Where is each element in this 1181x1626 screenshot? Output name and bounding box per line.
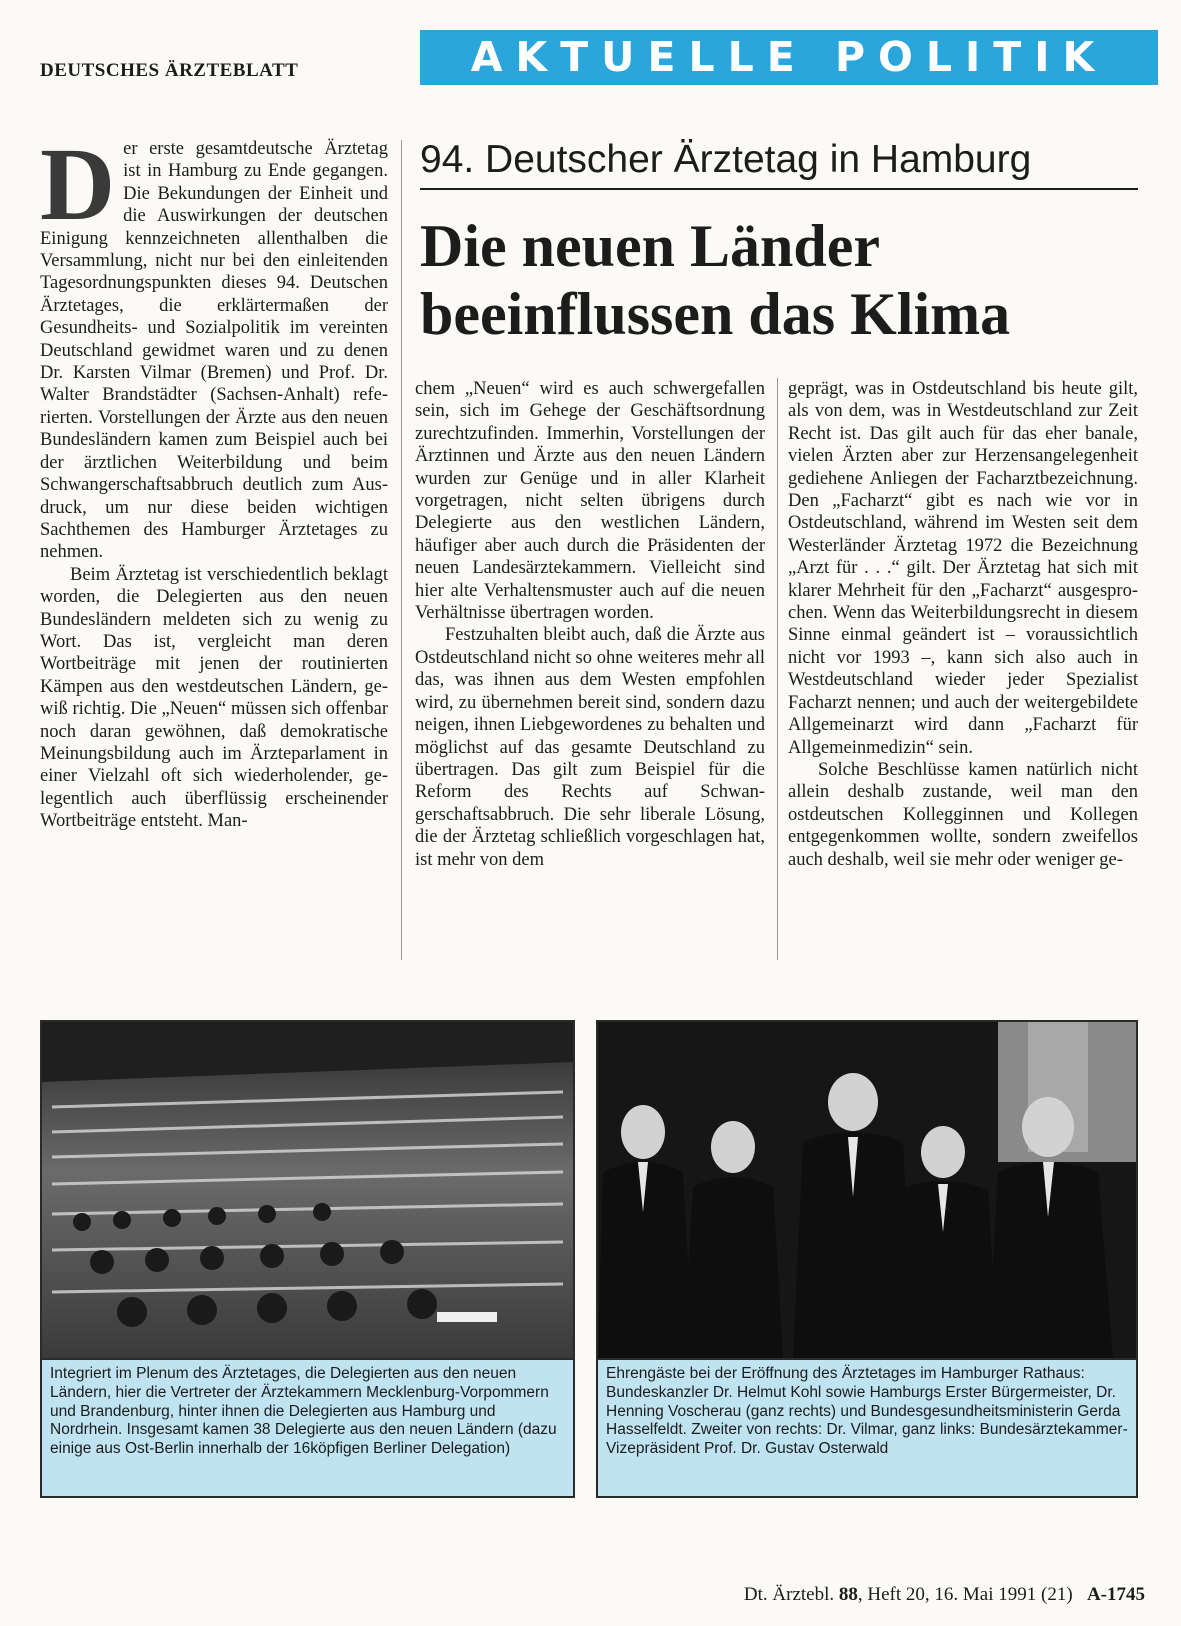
plenary-photo-caption: Integriert im Plenum des Ärztetages, die Delegierten aus den neuen Ländern, hier die Vertreter der Ärztekammern Mecklenburg-Vorpommern und Brandenburg, hinter ihnen die Delegierten aus Hamburg und Nordrhein. Insgesamt kamen 38 Delegierte aus den neuen Ländern (dazu einige aus Ost-Berlin innerhalb der 16köpfigen Berliner Delegation) [40,1360,575,1498]
paragraph-text: er erste gesamtdeutsche Ärztetag ist in Hamburg zu Ende gegangen. Die Bekundungen der Einheit und die Auswirkungen der deutschen Einigung kennzeichneten allenthalben die Versammlung, nicht nur bei den einleitenden Tagesordnungspunkten dieses 94. Deutschen Ärztetages, die erklärtermaßen der Gesundheits- und Sozialpolitik im vereinten Deutschland gewidmet waren und zu denen Dr. Karsten Vilmar (Bremen) und Prof. Dr. Walter Brandstädter (Sachsen-Anhalt) referierten. Vorstellungen der Ärzte aus den neuen Bundesländern kamen zum Beispiel auch bei der ärztlichen Weiterbildung und beim Schwangerschaftsabbruch deutlich zum Ausdruck, um nur diese beiden wichtigen Sachthemen des Hamburger Ärztetages zu nehmen. [40,139,388,563]
text-column-3 [788,378,1138,871]
paragraph: chem „Neuen“ wird es auch schwergefallen sein, sich im Gehege der Geschäftsordnung zurechtzufinden. Immerhin, Vorstellungen der Ärztinnen und Ärzte aus den neuen Ländern wurden zur Genüge und in aller Klarheit vorgetragen, nicht selten übrigens durch Delegierte aus den westlichen Ländern, häufiger aber auch durch die Präsidenten der neuen Landesärztekammern. Vielleicht sind hier alte Verhaltensmuster auch auf die neuen Verhältnisse übertragen worden. [415,379,765,624]
page-number: A-1745 [1086,1584,1145,1605]
column-rule [401,140,402,960]
guests-photo-caption: Ehrengäste bei der Eröffnung des Ärztetages im Hamburger Rathaus: Bundeskanzler Dr. Helmut Kohl sowie Hamburgs Erster Bürgermeister, Dr. Henning Voscherau (ganz rechts) und Bundesgesundheitsministerin Gerda Hasselfeldt. Zweiter von rechts: Dr. Vilmar, ganz links: Bundesärztekammer-Vizepräsident Prof. Dr. Gustav Osterwald [596,1360,1138,1498]
page-footer [744,1584,1145,1606]
paragraph: Beim Ärztetag ist verschiedentlich beklagt worden, die Delegierten aus den neuen Bundesländern meldeten sich zu wenig zu Wort. Das ist, vergleicht man deren Wortbeiträge mit jenen der routinierten Kämpen aus den westdeutschen Ländern, gewiß richtig. Die „Neuen“ müssen sich offenbar noch daran gewöhnen, daß demokratische Meinungsbildung auch im Ärzteparlament in einer Vielzahl oft sich wiederholender, gelegentlich auch überflüssig erscheinender Wortbeiträge entsteht. Man- [40,564,388,832]
article-headline: Die neuen Länder beeinflussen das Klima [420,213,1011,347]
column-rule [777,378,778,960]
paragraph: Solche Beschlüsse kamen natürlich nicht allein deshalb zustande, weil man den ostdeutschen Kollegginnen und Kollegen entgegenkommen wollte, sondern zweifellos auch deshalb, weil sie mehr oder weniger ge- [788,759,1138,870]
paragraph [40,127,388,564]
text-column-2 [415,378,765,871]
issue-info: , Heft 20, 16. Mai 1991 (21) [857,1584,1073,1605]
paragraph: geprägt, was in Ostdeutschland bis heute gilt, als von dem, was in Westdeutschland zur Zeit Recht ist. Das gilt auch für das eher banale, vielen Ärzten aber zur Herzensangelegenheit gediehene Anliegen der Facharztbezeichnung. Den „Facharzt“ gibt es nach wie vor in Ostdeutschland, während im Westen seit dem Westerländer Ärztetag 1972 die Bezeichnung „Arzt für . . .“ gilt. Der Ärztetag hat sich mit klarer Mehrheit für den „Facharzt“ ausgesprochen. Wenn das Weiterbildungsrecht in diesem Sinne einmal geändert ist – voraussichtlich nicht vor 1993 –, kann sich also auch in Westdeutschland wieder jeder Spezialist Facharzt nennen; und auch der weitergebildete Allgemeinarzt wird dann „Facharzt für Allgemeinmedizin“ sein. [788,379,1138,758]
drop-cap: D [40,127,116,242]
section-rubric: AKTUELLE POLITIK [420,30,1158,85]
masthead: DEUTSCHES ÄRZTEBLATT [40,60,299,81]
journal-abbreviation: Dt. Ärztebl. [743,1584,835,1605]
text-column-1 [40,127,388,833]
paragraph: Festzuhalten bleibt auch, daß die Ärzte aus Ostdeutschland nicht so ohne weiteres mehr all das, was ihnen aus dem Westen empfohlen wird, zu übernehmen bereit sind, sondern dazu neigen, ihnen Liebgewordenes zu behalten und möglichst auf das gesamte Deutschland zu übertragen. Das gilt zum Beispiel für die Reform des Rechts auf Schwangerschaftsabbruch. Die sehr liberale Lösung, die der Ärztetag schließlich vorgeschlagen hat, ist mehr von dem [415,625,765,870]
guests-photo [596,1020,1138,1360]
plenary-photo [40,1020,575,1360]
volume-number: 88 [838,1584,858,1605]
article-topline: 94. Deutscher Ärztetag in Hamburg [420,136,1138,190]
